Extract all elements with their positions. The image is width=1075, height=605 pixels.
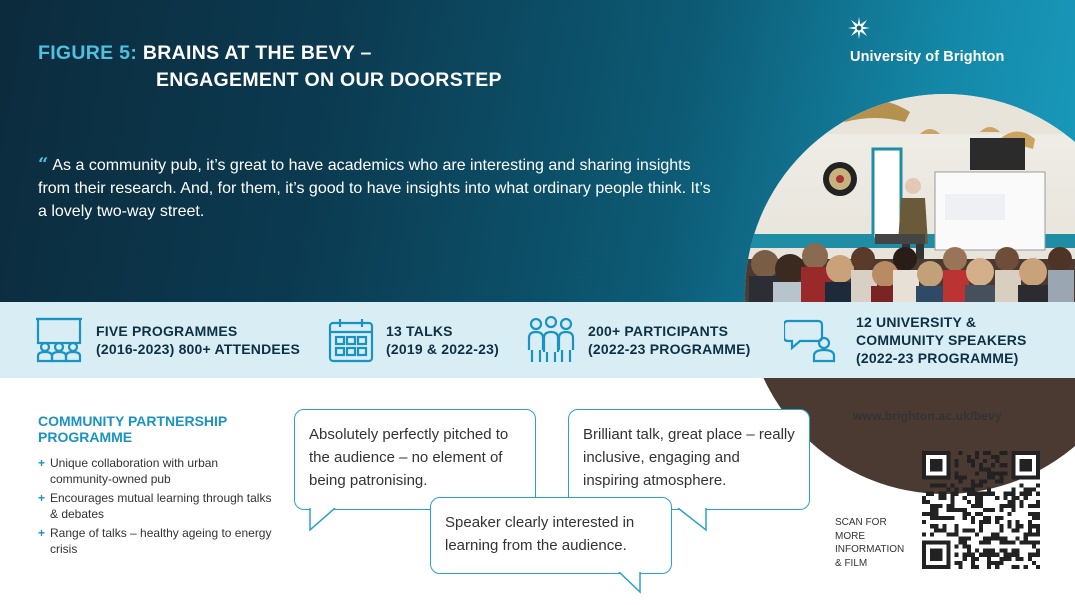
- list-item: + Unique collaboration with urban community-owned pub: [38, 456, 219, 486]
- title-line-2: ENGAGEMENT ON OUR DOORSTEP: [156, 69, 502, 91]
- plus-icon: +: [38, 526, 46, 540]
- stat-participants-text: [588, 322, 751, 358]
- stat-participants: [526, 302, 751, 378]
- pub-quote: [38, 153, 718, 223]
- bubble-tail: [676, 508, 708, 532]
- bubble-tail: [309, 508, 339, 532]
- scan-caption: SCAN FOR MORE INFORMATION & FILM: [835, 517, 905, 569]
- university-logo: [850, 16, 1004, 65]
- testimonial-bubble-2: [568, 409, 810, 510]
- people-group-icon: [526, 316, 576, 364]
- stat-line-1: 12 UNIVERSITY &: [856, 314, 977, 330]
- logo-text: University of Brighton: [850, 49, 1005, 65]
- speech-person-icon: [784, 317, 840, 363]
- stat-line-1: FIVE PROGRAMMES: [96, 323, 238, 339]
- partnership-title: COMMUNITY PARTNERSHIP PROGRAMME: [38, 413, 228, 445]
- header-banner: [0, 0, 1075, 302]
- stat-line-2: (2022-23 PROGRAMME): [588, 341, 751, 357]
- testimonial-text: Brilliant talk, great place – really inclusive, engaging and inspiring atmosphere.: [583, 426, 795, 489]
- partnership-list: [38, 455, 278, 560]
- calendar-icon: [328, 317, 374, 363]
- testimonial-text: Absolutely perfectly pitched to the audience – no element of being patronising.: [309, 426, 509, 489]
- stat-speakers-text: [856, 313, 1027, 367]
- testimonial-text: Speaker clearly interested in learning from the audience.: [445, 514, 635, 554]
- qr-code[interactable]: [922, 451, 1040, 569]
- audience-screen-icon: [36, 317, 84, 363]
- plus-icon: +: [38, 491, 46, 505]
- stat-line-2: (2019 & 2022-23): [386, 341, 499, 357]
- title-line-1: BRAINS AT THE BEVY –: [142, 42, 372, 64]
- stat-line-2: COMMUNITY SPEAKERS: [856, 332, 1027, 348]
- stat-line-1: 13 TALKS: [386, 323, 453, 339]
- stat-speakers: [784, 302, 1027, 378]
- quote-mark-icon: “: [38, 154, 49, 175]
- star-icon: [847, 16, 871, 40]
- page-title: [38, 40, 502, 94]
- bubble-tail: [618, 572, 644, 594]
- list-item: + Range of talks – healthy ageing to energy crisis: [38, 526, 272, 556]
- list-item: + Encourages mutual learning through talks & debates: [38, 491, 272, 521]
- stat-line-3: (2022-23 PROGRAMME): [856, 350, 1019, 366]
- stats-band: [0, 302, 1075, 378]
- testimonial-bubble-1: [294, 409, 536, 510]
- stat-programmes-text: [96, 322, 300, 358]
- stat-talks: [328, 302, 499, 378]
- stat-talks-text: [386, 322, 499, 358]
- stat-programmes: [36, 302, 300, 378]
- stat-line-2: (2016-2023) 800+ ATTENDEES: [96, 341, 301, 357]
- testimonial-bubble-3: [430, 497, 672, 574]
- figure-number: FIGURE 5:: [38, 42, 138, 64]
- website-link[interactable]: www.brighton.ac.uk/bevy: [853, 409, 1002, 423]
- plus-icon: +: [38, 456, 46, 470]
- stat-line-1: 200+ PARTICIPANTS: [588, 323, 729, 339]
- quote-text: As a community pub, it’s great to have academics who are interesting and sharing insights from their research. And, for them, it’s good to have insights into what ordinary people think. It’s a lovely two-way street.: [38, 157, 711, 220]
